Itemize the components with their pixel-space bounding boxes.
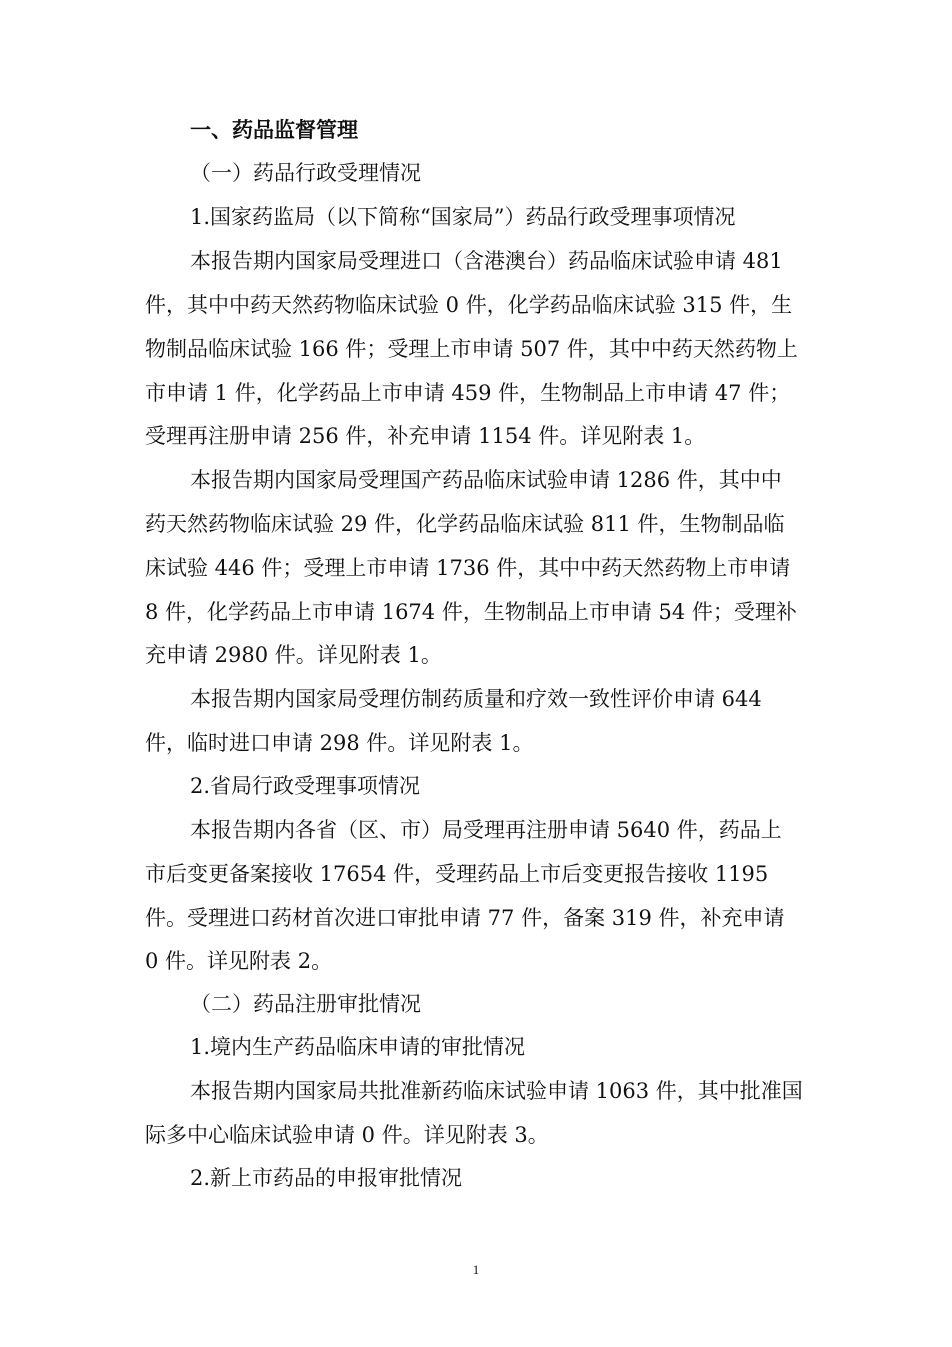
paragraph-line: 本报告期内各省（区、市）局受理再注册申请 5640 件，药品上 bbox=[190, 818, 782, 842]
paragraph-line: 受理再注册申请 256 件，补充申请 1154 件。详见附表 1。 bbox=[145, 424, 706, 448]
paragraph-line: 药天然药物临床试验 29 件，化学药品临床试验 811 件，生物制品临 bbox=[145, 512, 785, 536]
section-heading: 一、药品监督管理 bbox=[190, 118, 358, 142]
paragraph-line: 本报告期内国家局受理国产药品临床试验申请 1286 件，其中中 bbox=[190, 468, 782, 492]
paragraph-line: 本报告期内国家局受理仿制药质量和疗效一致性评价申请 644 bbox=[190, 687, 762, 711]
paragraph-line: 件，临时进口申请 298 件。详见附表 1。 bbox=[145, 731, 534, 755]
paragraph-line: 床试验 446 件；受理上市申请 1736 件，其中中药天然药物上市申请 bbox=[145, 556, 791, 580]
paragraph-line: 件。受理进口药材首次进口审批申请 77 件，备案 319 件，补充申请 bbox=[145, 906, 785, 930]
paragraph-line: 充申请 2980 件。详见附表 1。 bbox=[145, 643, 442, 667]
paragraph-line: 件，其中中药天然药物临床试验 0 件，化学药品临床试验 315 件，生 bbox=[145, 293, 793, 317]
subsection-heading: （一）药品行政受理情况 bbox=[190, 161, 421, 185]
item-heading: 2.省局行政受理事项情况 bbox=[190, 774, 421, 798]
paragraph-line: 际多中心临床试验申请 0 件。详见附表 3。 bbox=[145, 1123, 549, 1147]
paragraph-line: 市后变更备案接收 17654 件，受理药品上市后变更报告接收 1195 bbox=[145, 862, 769, 886]
page-number: 1 bbox=[472, 1262, 480, 1277]
paragraph-line: 物制品临床试验 166 件；受理上市申请 507 件，其中中药天然药物上 bbox=[145, 337, 798, 361]
item-heading: 2.新上市药品的申报审批情况 bbox=[190, 1166, 463, 1190]
paragraph-line: 本报告期内国家局受理进口（含港澳台）药品临床试验申请 481 bbox=[190, 249, 783, 273]
paragraph-line: 本报告期内国家局共批准新药临床试验申请 1063 件，其中批准国 bbox=[190, 1079, 803, 1103]
paragraph-line: 市申请 1 件，化学药品上市申请 459 件，生物制品上市申请 47 件； bbox=[145, 381, 791, 405]
paragraph-line: 0 件。详见附表 2。 bbox=[145, 949, 333, 973]
paragraph-line: 8 件，化学药品上市申请 1674 件，生物制品上市申请 54 件；受理补 bbox=[145, 600, 797, 624]
subsection-heading: （二）药品注册审批情况 bbox=[190, 992, 421, 1016]
item-heading: 1.境内生产药品临床申请的审批情况 bbox=[190, 1035, 526, 1059]
item-heading: 1.国家药监局（以下简称“国家局”）药品行政受理事项情况 bbox=[190, 205, 736, 229]
